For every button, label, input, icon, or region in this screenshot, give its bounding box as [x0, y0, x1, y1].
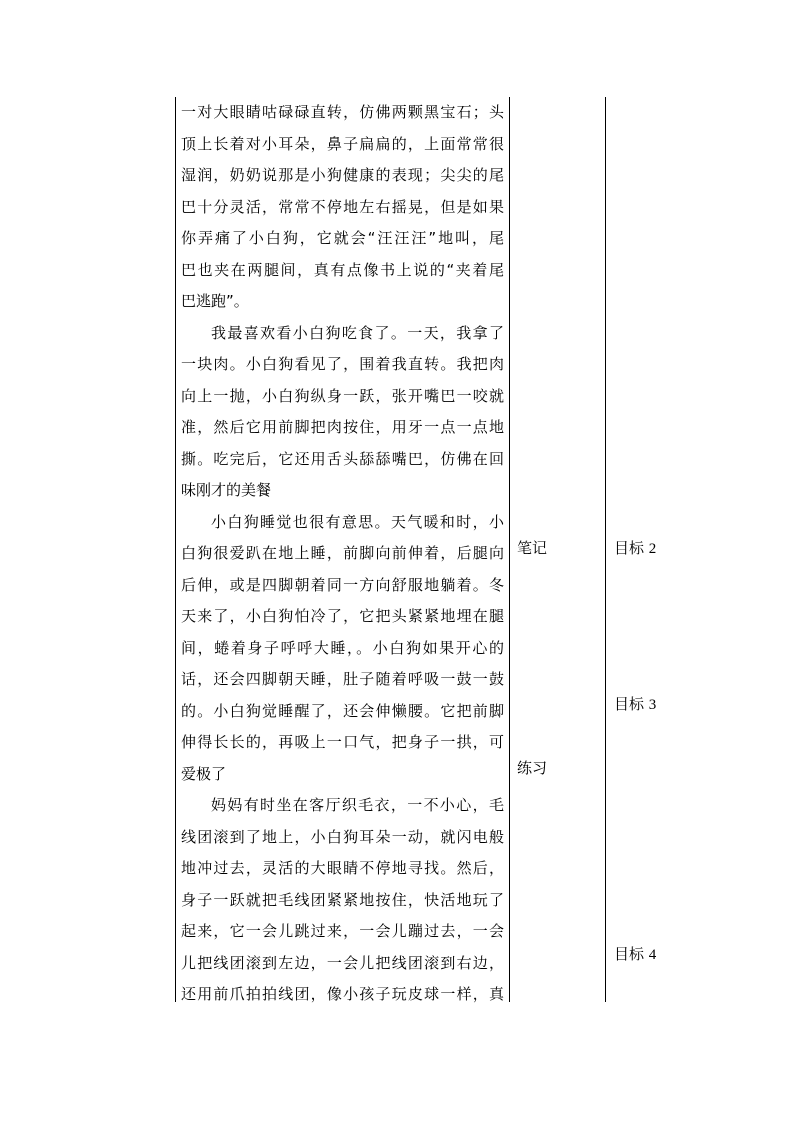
essay-line: 起来，它一会儿跳过来，一会儿蹦过去，一会 [181, 922, 504, 940]
essay-line: 你弄痛了小白狗，它就会“汪汪汪”地叫，尾 [181, 229, 504, 247]
goal-4-number: 4 [648, 947, 657, 963]
essay-line: 话，还会四脚朝天睡，肚子随着呼吸一鼓一鼓 [181, 670, 504, 688]
essay-line: 后伸，或是四脚朝着同一方向舒服地躺着。冬 [181, 575, 504, 594]
essay-line: 白狗很爱趴在地上睡，前脚向前伸着，后腿向 [181, 544, 504, 562]
essay-line: 一块肉。小白狗看见了，围着我直转。我把肉 [181, 355, 504, 373]
goal-2-number: 2 [648, 541, 657, 557]
essay-line: 儿把线团滚到左边，一会儿把线团滚到右边， [181, 953, 504, 972]
essay-line: 地冲过去，灵活的大眼睛不停地寻找。然后， [181, 859, 504, 877]
goal-3-text: 目标 [614, 695, 645, 713]
goal-3-number: 3 [648, 697, 657, 713]
essay-line: 的。小白狗觉睡醒了，还会伸懒腰。它把前脚 [181, 701, 504, 720]
table-border-right [605, 97, 606, 1002]
essay-line: 小白狗睡觉也很有意思。天气暖和时，小 [211, 512, 504, 531]
notes-label: 笔记 [517, 539, 548, 557]
table-border-left [175, 97, 176, 1002]
essay-line: 撕。吃完后，它还用舌头舔舔嘴巴，仿佛在回 [181, 449, 504, 468]
essay-line: 向上一抛，小白狗纵身一跃，张开嘴巴一咬就 [181, 386, 504, 405]
essay-line: 身子一跃就把毛线团紧紧地按住，快活地玩了 [181, 890, 504, 909]
essay-line: 我最喜欢看小白狗吃食了。一天，我拿了 [211, 323, 504, 342]
essay-line: 一对大眼睛咕碌碌直转，仿佛两颗黑宝石；头 [181, 103, 504, 121]
essay-line: 顶上长着对小耳朵，鼻子扁扁的，上面常常很 [181, 134, 504, 153]
essay-text-column [181, 97, 504, 1011]
table-border-middle [509, 97, 510, 1002]
essay-line: 线团滚到了地上，小白狗耳朵一动，就闪电般 [181, 827, 504, 846]
essay-line: 巴十分灵活，常常不停地左右摇晃，但是如果 [181, 197, 504, 216]
goal-4-label [614, 944, 656, 965]
essay-line: 间，蜷着身子呼呼大睡，。小白狗如果开心的 [181, 638, 504, 657]
essay-line: 妈妈有时坐在客厅织毛衣，一不小心，毛 [211, 796, 504, 814]
essay-line: 湿润，奶奶说那是小狗健康的表现；尖尖的尾 [181, 166, 504, 184]
essay-line: 天来了，小白狗怕冷了，它把头紧紧地埋在腿 [181, 607, 504, 625]
goal-2-text: 目标 [614, 539, 645, 557]
essay-line: 巴逃跑”。 [181, 292, 249, 310]
goal-4-text: 目标 [614, 945, 645, 963]
essay-line: 准，然后它用前脚把肉按住，用牙一点一点地 [181, 418, 504, 436]
goal-3-label [614, 694, 656, 715]
essay-line: 味刚才的美餐 [181, 481, 272, 499]
goal-2-label [614, 538, 656, 559]
essay-line: 巴也夹在两腿间，真有点像书上说的“夹着尾 [181, 260, 504, 279]
essay-line: 爱极了 [181, 764, 227, 783]
practice-label: 练习 [517, 759, 548, 777]
essay-line: 伸得长长的，再吸上一口气，把身子一拱，可 [181, 733, 504, 751]
essay-line: 还用前爪拍拍线团，像小孩子玩皮球一样，真 [181, 985, 504, 1003]
